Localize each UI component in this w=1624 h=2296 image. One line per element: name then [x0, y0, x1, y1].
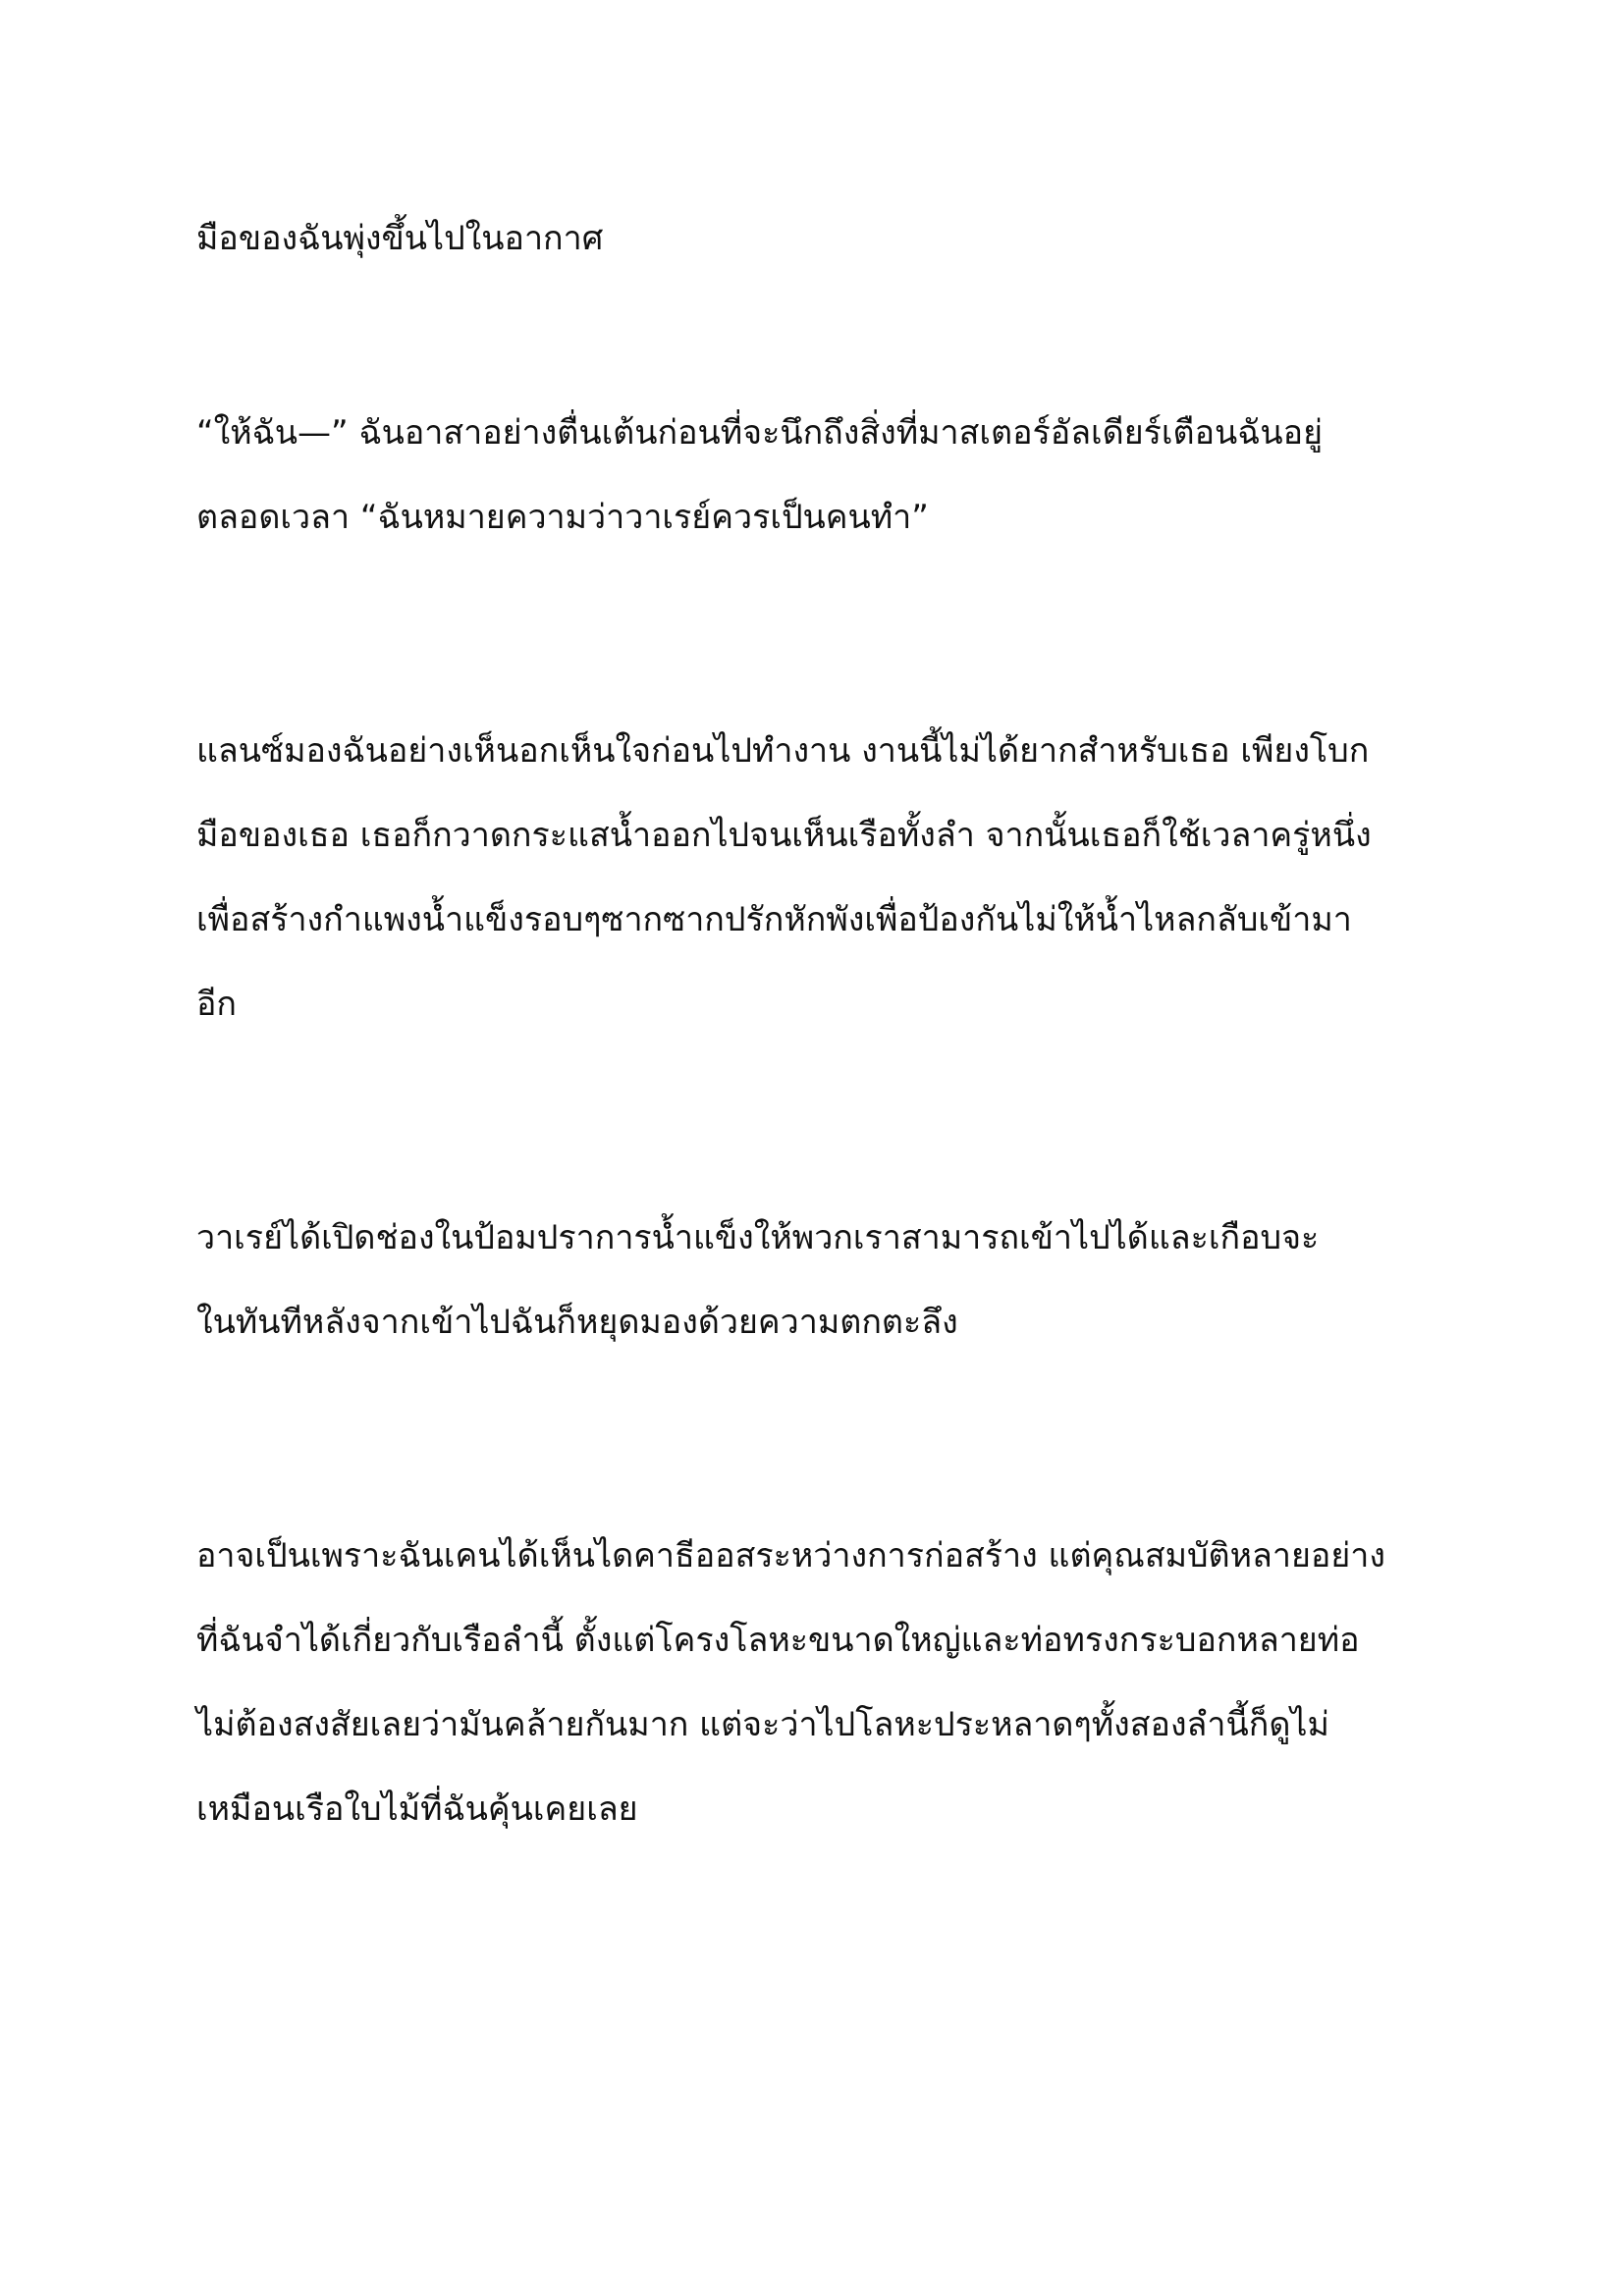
paragraph-5 [196, 1514, 1453, 1851]
text-line: อาจเป็นเพราะฉันเคนได้เห็นไดคาธีออสระหว่างการก่อสร้าง แต่คุณสมบัติหลายอย่าง [196, 1536, 1385, 1575]
paragraph-3 [196, 709, 1453, 1046]
text-line: ที่ฉันจำได้เกี่ยวกับเรือลำนี้ ตั้งแต่โครงโลหะขนาดใหญ่และท่อทรงกระบอกหลายท่อ [196, 1621, 1360, 1660]
text-line: อีก [196, 985, 238, 1024]
text-line: แลนซ์มองฉันอย่างเห็นอกเห็นใจก่อนไปทำงาน งานนี้ไม่ได้ยากสำหรับเธอ เพียงโบก [196, 731, 1370, 771]
paragraph-1 [196, 196, 1453, 281]
text-line: ตลอดเวลา “ฉันหมายความว่าวาเรย์ควรเป็นคนทำ” [196, 498, 929, 537]
text-line: มือของเธอ เธอก็กวาดกระแสน้ำออกไปจนเห็นเรือทั้งลำ จากนั้นเธอก็ใช้เวลาครู่หนึ่ง [196, 816, 1372, 855]
text-line: ไม่ต้องสงสัยเลยว่ามันคล้ายกันมาก แต่จะว่าไปโลหะประหลาดๆทั้งสองลำนี้ก็ดูไม่ [196, 1705, 1329, 1744]
paragraph-4 [196, 1196, 1453, 1364]
text-line: วาเรย์ได้เปิดช่องในป้อมปราการน้ำแข็งให้พวกเราสามารถเข้าไปได้และเกือบจะ [196, 1218, 1320, 1257]
paragraph-2 [196, 391, 1453, 560]
text-line: ในทันทีหลังจากเข้าไปฉันก็หยุดมองด้วยความตกตะลึง [196, 1303, 958, 1342]
document-body [196, 196, 1453, 1851]
text-line: “ให้ฉัน—” ฉันอาสาอย่างตื่นเต้นก่อนที่จะนึกถึงสิ่งที่มาสเตอร์อัลเดียร์เตือนฉันอยู่ [196, 413, 1324, 453]
text-line: มือของฉันพุ่งขึ้นไปในอากาศ [196, 219, 604, 258]
text-line: เพื่อสร้างกำแพงน้ำแข็งรอบๆซากซากปรักหักพังเพื่อป้องกันไม่ให้น้ำไหลกลับเข้ามา [196, 900, 1352, 939]
text-line: เหมือนเรือใบไม้ที่ฉันคุ้นเคยเลย [196, 1789, 638, 1829]
